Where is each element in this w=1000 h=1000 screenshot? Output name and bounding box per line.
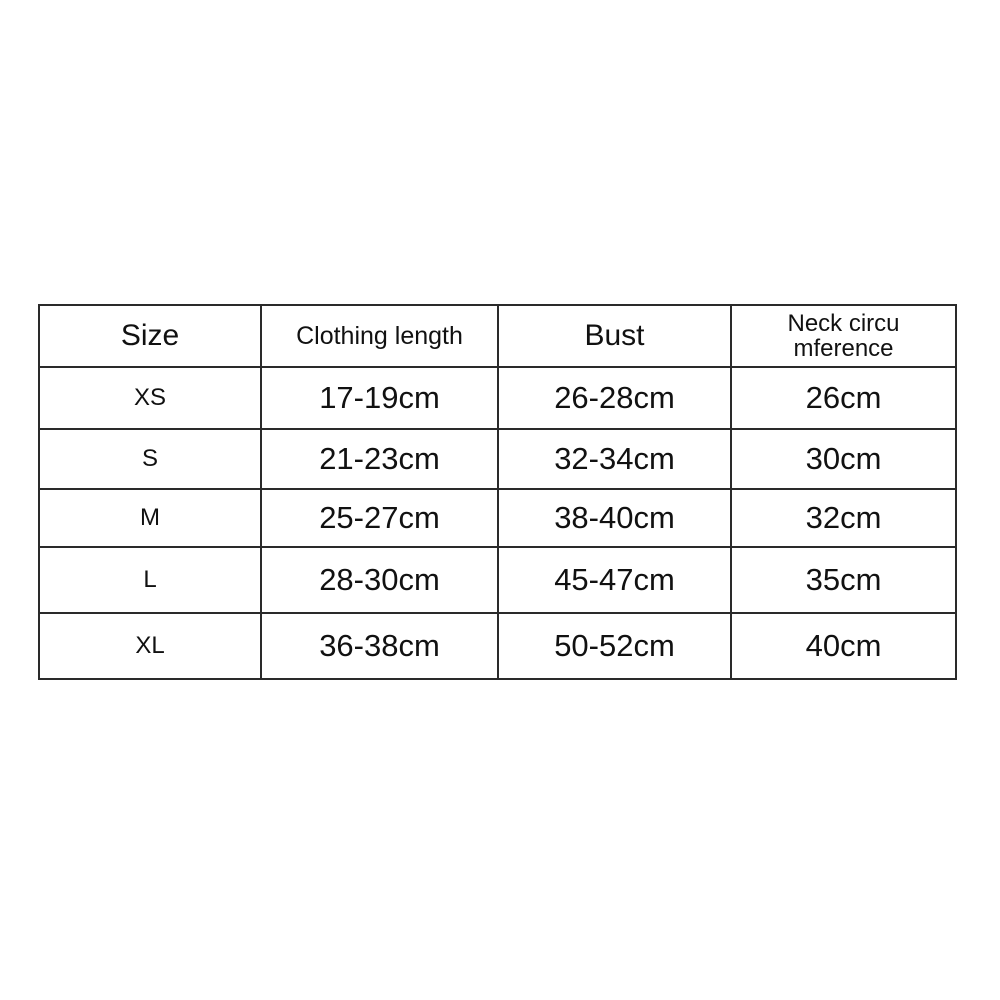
table-row bbox=[39, 489, 956, 547]
header-row bbox=[39, 305, 956, 367]
cell-clothing-length: 17-19cm bbox=[261, 367, 498, 429]
cell-neck: 35cm bbox=[731, 547, 956, 613]
cell-neck: 32cm bbox=[731, 489, 956, 547]
cell-neck: 26cm bbox=[731, 367, 956, 429]
table-row bbox=[39, 613, 956, 679]
header-neck-line2: mference bbox=[793, 335, 894, 362]
cell-bust: 26-28cm bbox=[498, 367, 731, 429]
header-bust: Bust bbox=[498, 305, 731, 367]
cell-clothing-length: 25-27cm bbox=[261, 489, 498, 547]
cell-bust: 38-40cm bbox=[498, 489, 731, 547]
cell-bust: 50-52cm bbox=[498, 613, 731, 679]
cell-clothing-length: 36-38cm bbox=[261, 613, 498, 679]
table-row bbox=[39, 429, 956, 489]
header-size: Size bbox=[39, 305, 261, 367]
cell-size: M bbox=[39, 489, 261, 547]
cell-size: L bbox=[39, 547, 261, 613]
cell-size: XL bbox=[39, 613, 261, 679]
cell-neck: 40cm bbox=[731, 613, 956, 679]
cell-bust: 32-34cm bbox=[498, 429, 731, 489]
cell-neck: 30cm bbox=[731, 429, 956, 489]
table-row bbox=[39, 547, 956, 613]
header-neck-circumference bbox=[731, 305, 956, 367]
cell-size: XS bbox=[39, 367, 261, 429]
cell-size: S bbox=[39, 429, 261, 489]
table-row bbox=[39, 367, 956, 429]
header-clothing-length: Clothing length bbox=[261, 305, 498, 367]
header-neck-line1: Neck circu bbox=[787, 310, 900, 337]
cell-clothing-length: 28-30cm bbox=[261, 547, 498, 613]
size-chart-table bbox=[38, 304, 957, 680]
cell-bust: 45-47cm bbox=[498, 547, 731, 613]
cell-clothing-length: 21-23cm bbox=[261, 429, 498, 489]
